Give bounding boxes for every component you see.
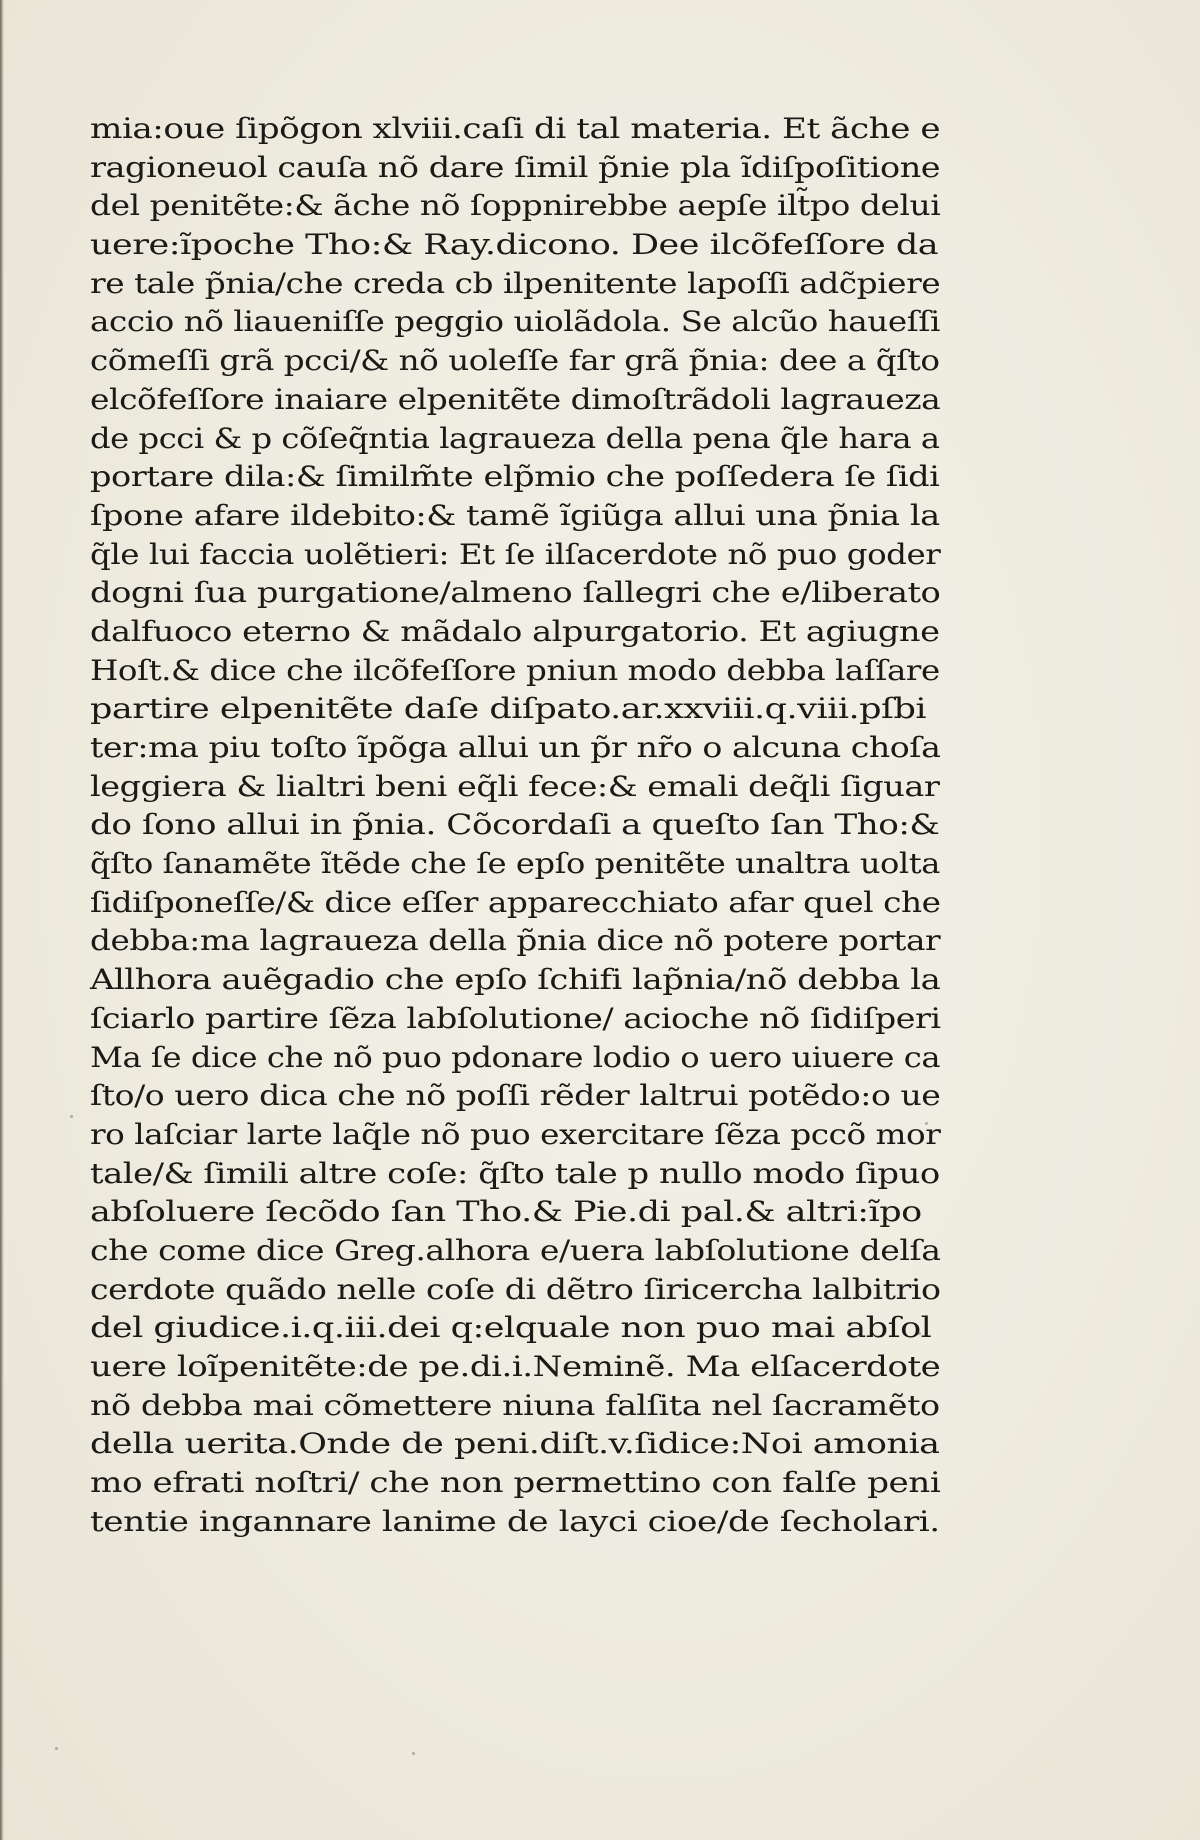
- text-line: che come dice Greg.alhora e/uera labſolutione delſa: [90, 1233, 941, 1267]
- text-line: mo efrati noſtri/ che non permettino con falſe peni: [90, 1466, 941, 1500]
- text-line: q̃ſto ſanamẽte ĩtẽde che ſe epſo penitẽte unaltra uolta: [90, 847, 940, 881]
- text-line: nõ debba mai cõmettere niuna falſita nel ſacramẽto: [90, 1388, 940, 1422]
- text-line: ter:ma piu toſto ĩpõga allui un p̃r nr̃o o alcuna choſa: [90, 731, 941, 764]
- text-line: ſciarlo partire ſẽza labſolutione/ acioche nõ ſidiſperi: [90, 1001, 941, 1035]
- text-line: debba:ma lagraueza della p̃nia dice nõ potere portar: [90, 924, 941, 958]
- text-line: Hoſt.& dice che ilcõfeſſore pniun modo debba laſſare: [90, 653, 940, 687]
- text-line: ſto/o uero dica che nõ poſſi rẽder laltrui potẽdo:o ue: [90, 1079, 941, 1113]
- body-text: [90, 110, 940, 1541]
- text-line: do ſono allui in p̃nia. Cõcordaſi a queſto ſan Tho:&: [90, 808, 940, 842]
- text-line: Ma ſe dice che nõ puo pdonare lodio o uero uiuere ca: [90, 1040, 941, 1074]
- text-line: tale/& ſimili altre coſe: q̃ſto tale p nullo modo ſipuo: [90, 1156, 940, 1190]
- text-line: cerdote quãdo nelle coſe di dẽtro ſiricercha lalbitrio: [90, 1272, 941, 1306]
- text-line: ſidiſponeſſe/& dice eſſer apparecchiato afar quel che: [90, 885, 941, 919]
- text-line: q̃le lui faccia uolẽtieri: Et ſe ilſacerdote nõ puo goder: [90, 537, 941, 571]
- text-line: Allhora auẽgadio che epſo ſchifi lap̃nia/nõ debba la: [90, 963, 941, 997]
- text-line: della uerita.Onde de peni.diſt.v.ſidice:Noi amonia: [90, 1427, 940, 1461]
- text-line: tentie ingannare lanime de layci cioe/de ſecholari.: [90, 1504, 940, 1538]
- text-line: dogni ſua purgatione/almeno ſallegri che e/liberato: [90, 576, 941, 610]
- text-line: uere loĩpenitẽte:de pe.di.i.Neminẽ. Ma elſacerdote: [90, 1350, 941, 1383]
- text-line: ro laſciar larte laq̃le nõ puo exercitare ſẽza pccõ mor: [90, 1117, 941, 1151]
- text-line: partire elpenitẽte daſe diſpato.ar.xxviii.q.viii.pſbi: [90, 692, 927, 726]
- text-line: dalfuoco eterno & mãdalo alpurgatorio. Et agiugne: [90, 614, 940, 648]
- text-line: accio nõ liaueniſſe peggio uiolãdola. Se alcũo haueſſi: [90, 305, 940, 339]
- text-line: elcõfeſſore inaiare elpenitẽte dimoſtrãdoli lagraueza: [90, 382, 941, 416]
- text-line: re tale p̃nia/che creda cb ilpenitente lapoſſi adc̃piere: [90, 266, 941, 300]
- text-line: abſoluere ſecõdo ſan Tho.& Pie.di pal.& altri:ĩpo: [90, 1195, 922, 1229]
- text-line: uere:ĩpoche Tho:& Ray.dicono. Dee ilcõfeſſore da: [90, 228, 939, 262]
- text-line: de pcci & p cõſeq̃ntia lagraueza della pena q̃le hara a: [90, 421, 940, 455]
- text-line: del penitẽte:& ãche nõ ſoppnirebbe aepſe ilt̃po delui: [90, 189, 941, 223]
- text-line: del giudice.i.q.iii.dei q:elquale non puo mai abſol: [90, 1311, 932, 1345]
- text-line: cõmeſſi grã pcci/& nõ uoleſſe far grã p̃nia: dee a q̃ſto: [90, 344, 940, 378]
- page-edge-shadow: [0, 0, 4, 1840]
- text-line: mia:oue ſipõgon xlviii.caſi di tal materia. Et ãche e: [90, 112, 941, 145]
- text-line: ragioneuol cauſa nõ dare ſimil p̃nie pla ĩdiſpoſitione: [90, 150, 941, 184]
- text-line: portare dila:& ſimilm̃te elp̃mio che poſſedera ſe ſidi: [90, 460, 940, 494]
- text-line: leggiera & lialtri beni eq̃li fece:& emali deq̃li ſiguar: [90, 769, 940, 803]
- text-line: ſpone afare ildebito:& tamẽ ĩgiũga allui una p̃nia la: [90, 498, 940, 532]
